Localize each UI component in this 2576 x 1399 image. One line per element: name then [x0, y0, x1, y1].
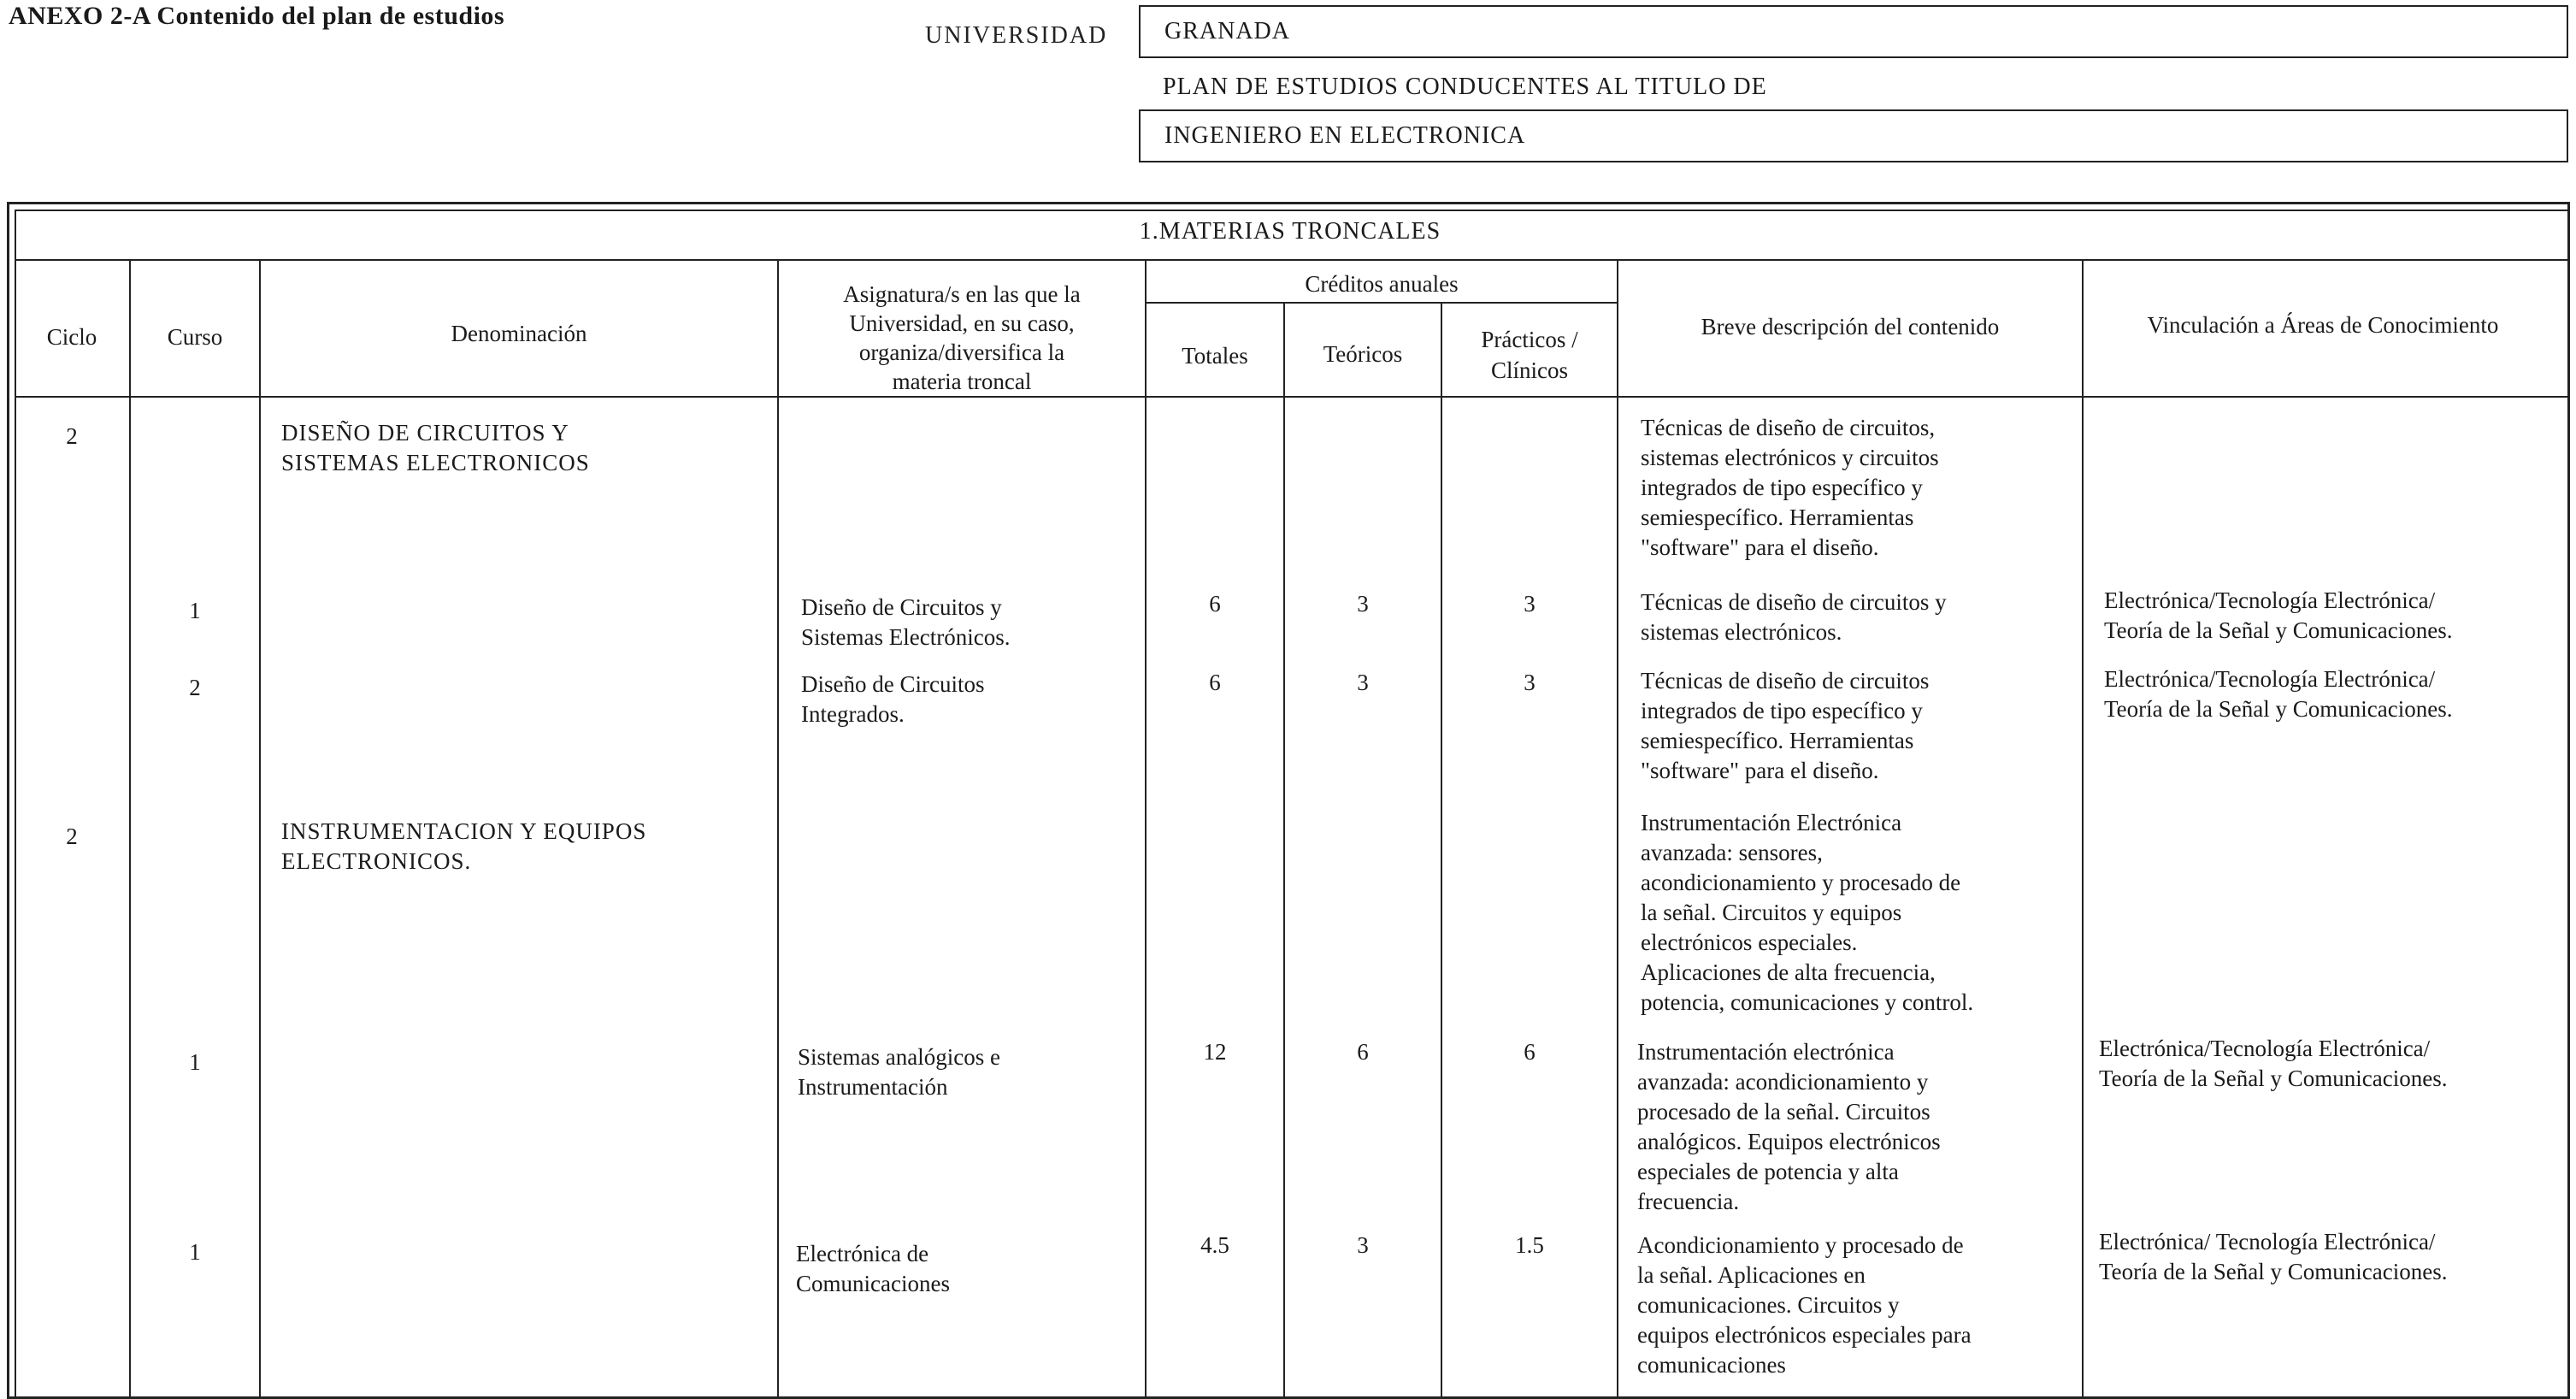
cell-line: Integrados.: [801, 701, 905, 727]
col-divider-descripcion: [2082, 259, 2084, 1396]
cell-line: Técnicas de diseño de circuitos,: [1641, 415, 1936, 440]
cell-line: Acondicionamiento y procesado de: [1637, 1232, 1964, 1258]
cell-line: "software" para el diseño.: [1641, 758, 1879, 783]
cell-descripcion: [1641, 587, 1947, 647]
header-practicos: [1442, 324, 1617, 386]
cell-descripcion: [1637, 1037, 1941, 1217]
university-label: UNIVERSIDAD: [925, 22, 1108, 49]
section-title: 1.MATERIAS TRONCALES: [1139, 218, 1441, 245]
cell-line: Diseño de Circuitos: [801, 671, 985, 697]
cell-line: analógicos. Equipos electrónicos: [1637, 1129, 1941, 1154]
cell-curso: 1: [189, 598, 201, 623]
col-divider-asignatura: [1145, 259, 1147, 1396]
header-asignatura-line: Universidad, en su caso,: [849, 310, 1075, 336]
cell-line: Sistemas analógicos e: [798, 1044, 1000, 1070]
header-creditos: Créditos anuales: [1305, 271, 1459, 297]
cell-line: electrónicos especiales.: [1641, 930, 1858, 955]
cell-line: la señal. Aplicaciones en: [1637, 1262, 1866, 1288]
cell-vinculacion: [2099, 1227, 2447, 1287]
cell-line: Teoría de la Señal y Comunicaciones.: [2104, 617, 2453, 643]
col-divider-practicos: [1617, 259, 1618, 1396]
header-asignatura-line: Asignatura/s en las que la: [843, 281, 1081, 307]
cell-totales: 6: [1209, 591, 1221, 617]
cell-practicos: 6: [1524, 1039, 1536, 1065]
cell-teoricos: 6: [1357, 1039, 1369, 1065]
cell-line: acondicionamiento y procesado de: [1641, 870, 1961, 895]
cell-line: Teoría de la Señal y Comunicaciones.: [2104, 696, 2453, 722]
header-asignatura: [779, 280, 1145, 396]
cell-line: "software" para el diseño.: [1641, 534, 1879, 560]
cell-descripcion: [1641, 666, 1929, 786]
cell-practicos: 1.5: [1515, 1232, 1544, 1258]
cell-line: avanzada: sensores,: [1641, 840, 1823, 865]
header-denominacion: Denominación: [451, 321, 587, 346]
cell-line: integrados de tipo específico y: [1641, 698, 1923, 723]
cell-curso: 1: [189, 1239, 201, 1265]
cell-line: Aplicaciones de alta frecuencia,: [1641, 959, 1936, 985]
cell-line: semiespecífico. Herramientas: [1641, 505, 1914, 530]
cell-line: Comunicaciones: [796, 1271, 950, 1296]
plan-label: PLAN DE ESTUDIOS CONDUCENTES AL TITULO DE: [1163, 74, 1767, 100]
header-descripcion: Breve descripción del contenido: [1701, 314, 2000, 339]
cell-denominacion: [281, 817, 646, 877]
university-field: GRANADA: [1139, 5, 2568, 58]
cell-line: semiespecífico. Herramientas: [1641, 728, 1914, 753]
cell-vinculacion: [2104, 664, 2452, 724]
cell-line: comunicaciones: [1637, 1352, 1786, 1378]
cell-line: Teoría de la Señal y Comunicaciones.: [2099, 1259, 2448, 1284]
cell-line: procesado de la señal. Circuitos: [1637, 1099, 1931, 1125]
cell-line: sistemas electrónicos.: [1641, 619, 1842, 645]
cell-line: Técnicas de diseño de circuitos y: [1641, 589, 1947, 615]
col-divider-denominacion: [777, 259, 779, 1396]
subjects-table: [7, 202, 2570, 1399]
header-practicos-line: Clínicos: [1490, 357, 1568, 383]
cell-descripcion: [1641, 808, 1973, 1018]
cell-line: Instrumentación electrónica: [1637, 1039, 1895, 1065]
cell-line: Instrumentación: [798, 1074, 948, 1100]
cell-asignatura: [801, 670, 984, 729]
cell-totales: 4.5: [1200, 1232, 1229, 1258]
cell-line: equipos electrónicos especiales para: [1637, 1322, 1972, 1348]
col-divider-ciclo: [129, 259, 131, 1396]
header-asignatura-line: materia troncal: [892, 369, 1032, 394]
cell-line: Técnicas de diseño de circuitos: [1641, 668, 1930, 694]
cell-line: Electrónica/Tecnología Electrónica/: [2104, 587, 2436, 613]
cell-line: especiales de potencia y alta: [1637, 1159, 1899, 1184]
header-teoricos: Teóricos: [1323, 341, 1403, 367]
degree-title-field: INGENIERO EN ELECTRONICA: [1139, 109, 2568, 162]
cell-line: Electrónica de: [796, 1241, 929, 1266]
cell-line: Diseño de Circuitos y: [801, 594, 1002, 620]
cell-line: la señal. Circuitos y equipos: [1641, 900, 1902, 925]
cell-line: Electrónica/ Tecnología Electrónica/: [2099, 1229, 2436, 1254]
cell-line: SISTEMAS ELECTRONICOS: [281, 450, 590, 475]
cell-line: Instrumentación Electrónica: [1641, 810, 1902, 835]
col-divider-curso: [259, 259, 261, 1396]
cell-teoricos: 3: [1357, 591, 1369, 617]
header-ciclo: Ciclo: [46, 324, 97, 350]
cell-line: sistemas electrónicos y circuitos: [1641, 445, 1939, 470]
cell-ciclo: 2: [66, 823, 78, 849]
cell-teoricos: 3: [1357, 670, 1369, 695]
cell-vinculacion: [2099, 1034, 2447, 1094]
cell-teoricos: 3: [1357, 1232, 1369, 1258]
cell-ciclo: 2: [66, 423, 78, 449]
header-curso: Curso: [167, 324, 223, 350]
cell-line: avanzada: acondicionamiento y: [1637, 1069, 1929, 1095]
cell-denominacion: [281, 418, 590, 478]
annex-title: ANEXO 2-A Contenido del plan de estudios: [9, 2, 505, 30]
cell-asignatura: [801, 593, 1010, 652]
cell-descripcion: [1637, 1231, 1972, 1380]
cell-line: comunicaciones. Circuitos y: [1637, 1292, 1900, 1318]
cell-line: Sistemas Electrónicos.: [801, 624, 1011, 650]
cell-practicos: 3: [1524, 670, 1536, 695]
cell-line: integrados de tipo específico y: [1641, 475, 1923, 500]
cell-totales: 12: [1203, 1039, 1227, 1065]
header-totales: Totales: [1182, 343, 1248, 369]
cell-line: frecuencia.: [1637, 1189, 1740, 1214]
cell-totales: 6: [1209, 670, 1221, 695]
header-practicos-line: Prácticos /: [1481, 327, 1578, 352]
cell-asignatura: [796, 1239, 950, 1299]
cell-line: INSTRUMENTACION Y EQUIPOS: [281, 818, 647, 844]
cell-line: potencia, comunicaciones y control.: [1641, 989, 1974, 1015]
cell-line: DISEÑO DE CIRCUITOS Y: [281, 420, 569, 446]
header-divider: [15, 396, 2567, 398]
cell-curso: 2: [189, 675, 201, 700]
cell-practicos: 3: [1524, 591, 1536, 617]
header-asignatura-line: organiza/diversifica la: [858, 339, 1065, 365]
header-vinculacion: Vinculación a Áreas de Conocimiento: [2147, 312, 2499, 338]
cell-curso: 1: [189, 1049, 201, 1075]
cell-descripcion: [1641, 413, 1939, 563]
cell-line: Electrónica/Tecnología Electrónica/: [2099, 1036, 2431, 1061]
cell-line: ELECTRONICOS.: [281, 848, 472, 874]
cell-asignatura: [798, 1042, 1000, 1102]
table-frame: [15, 210, 2567, 1396]
cell-vinculacion: [2104, 586, 2452, 646]
section-title-divider: [15, 259, 2567, 261]
credits-divider: [1147, 302, 1618, 304]
cell-line: Teoría de la Señal y Comunicaciones.: [2099, 1065, 2448, 1091]
cell-line: Electrónica/Tecnología Electrónica/: [2104, 666, 2436, 692]
